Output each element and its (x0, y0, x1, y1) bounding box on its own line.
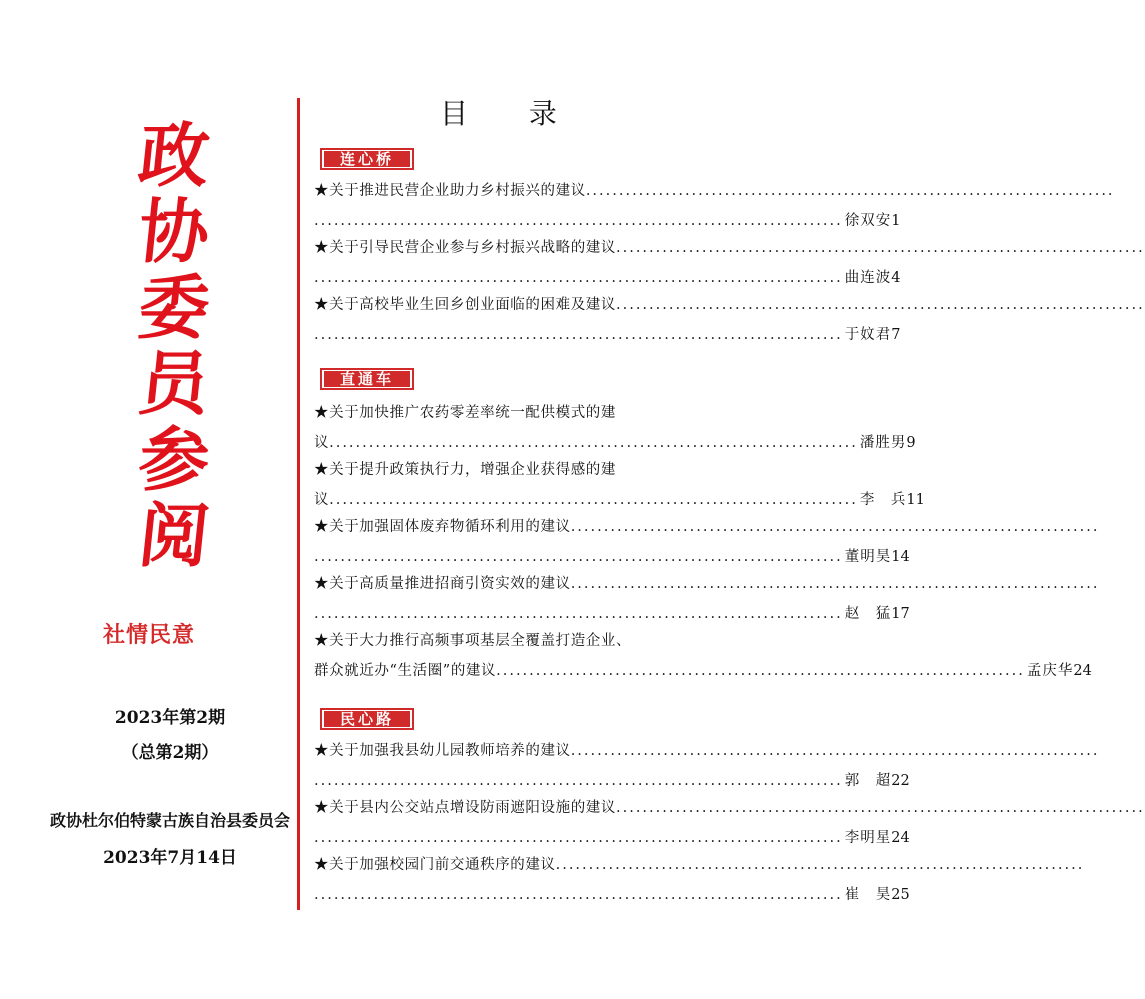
toc-entry-title: ★关于高质量推进招商引资实效的建议 (314, 576, 571, 592)
toc-entry-author-line (314, 206, 901, 236)
leader-dots: ................................................................................ (314, 549, 843, 565)
leader-dots: ................................................................................ (496, 663, 1025, 679)
toc-entry-title: ★关于高校毕业生回乡创业面临的困难及建议 (314, 297, 616, 313)
leader-dots: ................................................................................ (314, 327, 843, 343)
toc-entry[interactable] (314, 176, 1115, 236)
toc-entry-page: 4 (891, 270, 901, 286)
masthead-char: 阅 (134, 494, 214, 577)
toc-entry-title-line (314, 398, 650, 428)
toc-entry-author: 赵 猛 (844, 606, 892, 622)
toc-entry-title-line (314, 793, 1145, 823)
toc-entry[interactable] (314, 455, 925, 515)
toc-entry[interactable] (314, 626, 1092, 686)
toc-entry-author-line (314, 599, 910, 629)
section-tag-label: 直通车 (324, 371, 410, 387)
toc-entry-title-line (314, 512, 1100, 542)
section-tag-label: 连心桥 (324, 151, 410, 167)
toc-entry-author: 孟庆华 (1026, 663, 1074, 679)
leader-dots: ................................................................................ (314, 213, 843, 229)
leader-dots: ................................................................................ (314, 270, 843, 286)
toc-entry-title: ★关于提升政策执行力，增强企业获得感的建 (314, 462, 616, 478)
toc-entry-title-line (314, 736, 1100, 766)
toc-entry[interactable] (314, 512, 1100, 572)
toc-entry[interactable] (314, 850, 1085, 910)
masthead-char: 协 (134, 190, 214, 273)
masthead-char: 员 (134, 342, 214, 425)
leader-dots: ................................................................................ (585, 183, 1115, 199)
leader-dots: ................................................................................ (570, 743, 1100, 759)
masthead-char: 参 (134, 418, 214, 501)
toc-entry-author: 郭 超 (844, 773, 892, 789)
issue-number: 2023年第2期 (114, 708, 226, 728)
toc-entry-title-line (314, 455, 650, 485)
toc-entry[interactable] (314, 290, 1145, 350)
toc-entry-page: 7 (891, 327, 901, 343)
toc-entry-page: 1 (891, 213, 901, 229)
toc-entry-author: 曲连波 (844, 270, 892, 286)
leader-dots: ................................................................................ (329, 435, 858, 451)
toc-entry-author-line (314, 320, 901, 350)
toc-entry[interactable] (314, 793, 1145, 853)
toc-entry-page: 17 (891, 606, 910, 622)
leader-dots: ................................................................................ (570, 576, 1100, 592)
toc-entry-page: 9 (906, 435, 916, 451)
toc-entry-author: 潘胜男 (859, 435, 907, 451)
toc-entry[interactable] (314, 233, 1145, 293)
toc-entry-title: ★关于加强校园门前交通秩序的建议 (314, 857, 556, 873)
leader-dots: ................................................................................ (616, 800, 1145, 816)
toc-entry-author-line (314, 542, 910, 572)
section-tag-label: 民心路 (324, 711, 410, 727)
toc-entry-page: 14 (891, 549, 910, 565)
toc-entry-author: 董明昊 (844, 549, 892, 565)
toc-entry-title-line (314, 626, 650, 656)
subtitle: 社情民意 (102, 622, 195, 648)
leader-dots: ................................................................................ (329, 492, 858, 508)
toc-entry-page: 25 (891, 887, 910, 903)
total-issue-number: （总第2期） (121, 743, 219, 763)
toc-entry-title-line (314, 850, 1085, 880)
toc-entry-author-line (314, 485, 925, 515)
toc-entry-title-line (314, 233, 1145, 263)
toc-title: 目 录 (440, 97, 583, 130)
masthead-title (118, 114, 230, 577)
leader-dots: ................................................................................ (314, 830, 843, 846)
toc-entry-title: ★关于加强固体废弃物循环利用的建议 (314, 519, 571, 535)
leader-dots: ................................................................................ (314, 773, 843, 789)
toc-entry-title-cont: 群众就近办“生活圈”的建议 (314, 663, 497, 679)
leader-dots: ................................................................................ (616, 297, 1145, 313)
leader-dots: ................................................................................ (314, 606, 843, 622)
toc-entry-title: ★关于大力推行高频事项基层全覆盖打造企业、 (314, 633, 632, 649)
toc-entry-author-line (314, 880, 910, 910)
toc-entry[interactable] (314, 736, 1100, 796)
publish-date: 2023年7月14日 (103, 848, 237, 868)
toc-entry-author-line (314, 656, 1092, 686)
leader-dots: ................................................................................ (570, 519, 1100, 535)
toc-entry-title-cont: 议 (314, 435, 330, 451)
toc-entry-author: 李明星 (844, 830, 892, 846)
toc-entry-title: ★关于加快推广农药零差率统一配供模式的建 (314, 405, 616, 421)
cover-left-column (0, 0, 298, 999)
toc-entry-title-line (314, 569, 1100, 599)
toc-entry-author: 崔 昊 (844, 887, 892, 903)
leader-dots: ................................................................................ (555, 857, 1085, 873)
toc-entry[interactable] (314, 569, 1100, 629)
toc-entry-author-line (314, 766, 910, 796)
toc-entry-title: ★关于加强我县幼儿园教师培养的建议 (314, 743, 571, 759)
toc-entry[interactable] (314, 398, 916, 458)
toc-entry-author: 于妏君 (844, 327, 892, 343)
vertical-divider (297, 98, 300, 910)
toc-entry-title: ★关于引导民营企业参与乡村振兴战略的建议 (314, 240, 616, 256)
toc-entry-title: ★关于推进民营企业助力乡村振兴的建议 (314, 183, 586, 199)
masthead-char: 政 (134, 114, 214, 197)
toc-entry-title: ★关于县内公交站点增设防雨遮阳设施的建议 (314, 800, 616, 816)
publisher: 政协杜尔伯特蒙古族自治县委员会 (49, 811, 290, 830)
toc-entry-author: 李 兵 (859, 492, 907, 508)
toc-entry-page: 11 (906, 492, 925, 508)
toc-entry-page: 24 (891, 830, 910, 846)
leader-dots: ................................................................................ (314, 887, 843, 903)
toc-entry-title-line (314, 176, 1115, 206)
toc-entry-title-line (314, 290, 1145, 320)
leader-dots: ................................................................................ (616, 240, 1145, 256)
section-tag (320, 148, 414, 170)
masthead-char: 委 (134, 266, 214, 349)
toc-entry-author-line (314, 428, 916, 458)
section-tag (320, 708, 414, 730)
toc-entry-page: 24 (1073, 663, 1092, 679)
toc-entry-title-cont: 议 (314, 492, 330, 508)
toc-entry-author-line (314, 263, 901, 293)
toc-entry-author: 徐双安 (844, 213, 892, 229)
section-tag (320, 368, 414, 390)
toc-entry-page: 22 (891, 773, 910, 789)
toc-entry-author-line (314, 823, 910, 853)
